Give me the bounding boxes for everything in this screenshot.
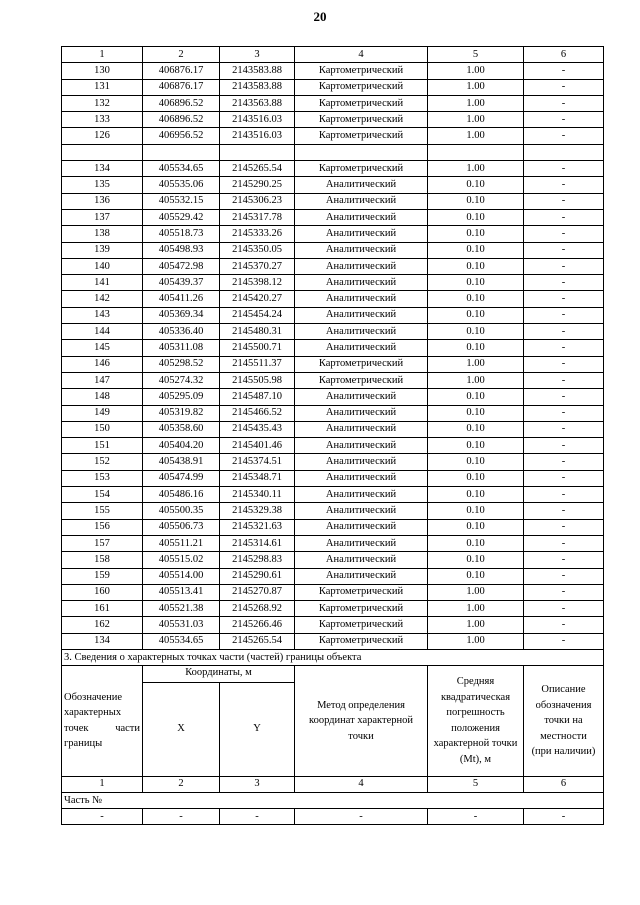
x-coordinate-cell: 405534.65 — [143, 633, 220, 649]
section-header-row — [62, 666, 604, 682]
point-row — [62, 95, 604, 111]
mt-cell: 0.10 — [428, 177, 524, 193]
description-cell: - — [524, 340, 604, 356]
header-mt: Средняя квадратическая погрешность положения характерной точки (Mt), м — [428, 666, 524, 776]
mt-cell: 0.10 — [428, 535, 524, 551]
point-number-cell: 152 — [62, 454, 143, 470]
point-row — [62, 454, 604, 470]
column-number: 1 — [62, 776, 143, 792]
column-number-row — [62, 47, 604, 63]
column-number: 2 — [143, 47, 220, 63]
x-coordinate-cell: 406876.17 — [143, 63, 220, 79]
x-coordinate-cell: 405358.60 — [143, 421, 220, 437]
mt-cell: 1.00 — [428, 372, 524, 388]
header-description: Описание обозначения точки на местности (при наличии) — [524, 666, 604, 776]
x-coordinate-cell: 405311.08 — [143, 340, 220, 356]
mt-cell: 0.10 — [428, 552, 524, 568]
mt-cell: 0.10 — [428, 275, 524, 291]
point-number-cell: 154 — [62, 487, 143, 503]
description-cell: - — [524, 470, 604, 486]
method-cell: Аналитический — [295, 258, 428, 274]
y-coordinate-cell: 2145317.78 — [220, 209, 295, 225]
y-coordinate-cell: 2145266.46 — [220, 617, 295, 633]
y-coordinate-cell: 2145268.92 — [220, 601, 295, 617]
x-coordinate-cell: 406896.52 — [143, 112, 220, 128]
y-coordinate-cell: 2145348.71 — [220, 470, 295, 486]
description-cell: - — [524, 633, 604, 649]
header-method: Метод определения координат характерной точки — [295, 666, 428, 776]
mt-cell: 0.10 — [428, 421, 524, 437]
x-coordinate-cell: 405404.20 — [143, 438, 220, 454]
method-cell: Аналитический — [295, 568, 428, 584]
mt-cell: 1.00 — [428, 633, 524, 649]
x-coordinate-cell: 405532.15 — [143, 193, 220, 209]
description-cell: - — [524, 421, 604, 437]
y-coordinate-cell: 2145290.61 — [220, 568, 295, 584]
point-row — [62, 503, 604, 519]
x-coordinate-cell: 405513.41 — [143, 584, 220, 600]
point-number-cell: 158 — [62, 552, 143, 568]
y-coordinate-cell: 2145290.25 — [220, 177, 295, 193]
point-row — [62, 487, 604, 503]
point-row — [62, 568, 604, 584]
description-cell: - — [524, 209, 604, 225]
point-row — [62, 161, 604, 177]
y-coordinate-cell: 2145321.63 — [220, 519, 295, 535]
point-row — [62, 601, 604, 617]
point-number-cell: 155 — [62, 503, 143, 519]
method-cell: Картометрический — [295, 95, 428, 111]
mt-cell: 0.10 — [428, 503, 524, 519]
point-row — [62, 307, 604, 323]
x-coordinate-cell: 405498.93 — [143, 242, 220, 258]
point-row — [62, 242, 604, 258]
method-cell: Аналитический — [295, 470, 428, 486]
part-label: Часть № — [62, 792, 604, 808]
point-number-cell: 143 — [62, 307, 143, 323]
mt-cell: 1.00 — [428, 356, 524, 372]
point-row — [62, 177, 604, 193]
point-number-cell: 139 — [62, 242, 143, 258]
mt-cell: 0.10 — [428, 324, 524, 340]
x-coordinate-cell: 405474.99 — [143, 470, 220, 486]
empty-cell: - — [220, 809, 295, 825]
x-coordinate-cell: 405511.21 — [143, 535, 220, 551]
point-number-cell: 150 — [62, 421, 143, 437]
description-cell: - — [524, 438, 604, 454]
point-number-cell: 138 — [62, 226, 143, 242]
header-x: X — [143, 682, 220, 776]
x-coordinate-cell: 405319.82 — [143, 405, 220, 421]
mt-cell: 0.10 — [428, 209, 524, 225]
x-coordinate-cell: 406956.52 — [143, 128, 220, 144]
x-coordinate-cell: 405521.38 — [143, 601, 220, 617]
point-number-cell: 132 — [62, 95, 143, 111]
point-row — [62, 291, 604, 307]
empty-cell: - — [295, 809, 428, 825]
mt-cell: 0.10 — [428, 487, 524, 503]
point-number-cell: 151 — [62, 438, 143, 454]
method-cell: Картометрический — [295, 79, 428, 95]
point-row — [62, 405, 604, 421]
empty-cell: - — [428, 809, 524, 825]
method-cell: Аналитический — [295, 177, 428, 193]
mt-cell — [428, 144, 524, 160]
description-cell: - — [524, 372, 604, 388]
description-cell: - — [524, 128, 604, 144]
description-cell: - — [524, 161, 604, 177]
y-coordinate-cell: 2145500.71 — [220, 340, 295, 356]
x-coordinate-cell: 405531.03 — [143, 617, 220, 633]
point-number-cell: 130 — [62, 63, 143, 79]
point-row — [62, 340, 604, 356]
point-row — [62, 79, 604, 95]
x-coordinate-cell: 405514.00 — [143, 568, 220, 584]
x-coordinate-cell: 405506.73 — [143, 519, 220, 535]
mt-cell: 1.00 — [428, 95, 524, 111]
point-row — [62, 617, 604, 633]
method-cell: Аналитический — [295, 487, 428, 503]
mt-cell: 1.00 — [428, 112, 524, 128]
mt-cell: 0.10 — [428, 291, 524, 307]
point-number-cell — [62, 144, 143, 160]
method-cell: Аналитический — [295, 324, 428, 340]
description-cell: - — [524, 568, 604, 584]
mt-cell: 0.10 — [428, 226, 524, 242]
description-cell: - — [524, 242, 604, 258]
method-cell: Картометрический — [295, 356, 428, 372]
point-number-cell: 157 — [62, 535, 143, 551]
point-number-cell: 136 — [62, 193, 143, 209]
point-row — [62, 112, 604, 128]
point-number-cell: 135 — [62, 177, 143, 193]
point-number-cell: 134 — [62, 633, 143, 649]
y-coordinate-cell: 2145329.38 — [220, 503, 295, 519]
method-cell: Аналитический — [295, 552, 428, 568]
mt-cell: 0.10 — [428, 519, 524, 535]
section-column-number-row — [62, 776, 604, 792]
x-coordinate-cell: 405500.35 — [143, 503, 220, 519]
y-coordinate-cell: 2145454.24 — [220, 307, 295, 323]
x-coordinate-cell: 406896.52 — [143, 95, 220, 111]
mt-cell: 1.00 — [428, 584, 524, 600]
method-cell: Картометрический — [295, 128, 428, 144]
point-row — [62, 584, 604, 600]
point-row — [62, 519, 604, 535]
description-cell: - — [524, 601, 604, 617]
x-coordinate-cell: 405534.65 — [143, 161, 220, 177]
description-cell: - — [524, 258, 604, 274]
mt-cell: 0.10 — [428, 568, 524, 584]
description-cell: - — [524, 63, 604, 79]
part-label-row — [62, 792, 604, 808]
mt-cell: 1.00 — [428, 617, 524, 633]
y-coordinate-cell: 2143516.03 — [220, 112, 295, 128]
point-number-cell: 126 — [62, 128, 143, 144]
point-number-cell: 156 — [62, 519, 143, 535]
point-row — [62, 470, 604, 486]
boundary-points-table — [61, 46, 604, 825]
y-coordinate-cell: 2145487.10 — [220, 389, 295, 405]
column-number: 1 — [62, 47, 143, 63]
description-cell: - — [524, 324, 604, 340]
y-coordinate-cell: 2145350.05 — [220, 242, 295, 258]
method-cell: Аналитический — [295, 226, 428, 242]
point-number-cell: 145 — [62, 340, 143, 356]
mt-cell: 0.10 — [428, 405, 524, 421]
x-coordinate-cell: 406876.17 — [143, 79, 220, 95]
point-number-cell: 133 — [62, 112, 143, 128]
x-coordinate-cell: 405439.37 — [143, 275, 220, 291]
point-row — [62, 226, 604, 242]
point-number-cell: 131 — [62, 79, 143, 95]
point-number-cell: 142 — [62, 291, 143, 307]
point-number-cell: 146 — [62, 356, 143, 372]
method-cell: Аналитический — [295, 389, 428, 405]
mt-cell: 0.10 — [428, 258, 524, 274]
page-number: 20 — [313, 9, 327, 24]
x-coordinate-cell: 405295.09 — [143, 389, 220, 405]
empty-cell: - — [524, 809, 604, 825]
y-coordinate-cell: 2145314.61 — [220, 535, 295, 551]
description-cell: - — [524, 552, 604, 568]
point-number-cell: 140 — [62, 258, 143, 274]
point-number-cell: 144 — [62, 324, 143, 340]
description-cell: - — [524, 487, 604, 503]
column-number: 6 — [524, 47, 604, 63]
point-number-cell: 148 — [62, 389, 143, 405]
column-number: 6 — [524, 776, 604, 792]
description-cell: - — [524, 291, 604, 307]
description-cell: - — [524, 535, 604, 551]
x-coordinate-cell: 405298.52 — [143, 356, 220, 372]
method-cell: Аналитический — [295, 405, 428, 421]
description-cell: - — [524, 275, 604, 291]
x-coordinate-cell: 405438.91 — [143, 454, 220, 470]
point-row — [62, 438, 604, 454]
description-cell: - — [524, 307, 604, 323]
mt-cell: 0.10 — [428, 193, 524, 209]
method-cell: Картометрический — [295, 584, 428, 600]
description-cell: - — [524, 177, 604, 193]
point-number-cell: 153 — [62, 470, 143, 486]
description-cell — [524, 144, 604, 160]
point-number-cell: 141 — [62, 275, 143, 291]
point-number-cell: 159 — [62, 568, 143, 584]
x-coordinate-cell: 405535.06 — [143, 177, 220, 193]
mt-cell: 1.00 — [428, 79, 524, 95]
description-cell: - — [524, 226, 604, 242]
description-cell: - — [524, 503, 604, 519]
method-cell: Картометрический — [295, 617, 428, 633]
description-cell: - — [524, 95, 604, 111]
y-coordinate-cell: 2145270.87 — [220, 584, 295, 600]
method-cell: Аналитический — [295, 421, 428, 437]
description-cell: - — [524, 356, 604, 372]
mt-cell: 0.10 — [428, 340, 524, 356]
column-number: 5 — [428, 47, 524, 63]
x-coordinate-cell: 405486.16 — [143, 487, 220, 503]
y-coordinate-cell — [220, 144, 295, 160]
mt-cell: 0.10 — [428, 454, 524, 470]
description-cell: - — [524, 193, 604, 209]
y-coordinate-cell: 2145466.52 — [220, 405, 295, 421]
point-row — [62, 535, 604, 551]
method-cell: Аналитический — [295, 438, 428, 454]
mt-cell: 1.00 — [428, 601, 524, 617]
method-cell: Аналитический — [295, 209, 428, 225]
section-title: 3. Сведения о характерных точках части (частей) границы объекта — [62, 649, 604, 665]
mt-cell: 0.10 — [428, 470, 524, 486]
point-number-cell: 134 — [62, 161, 143, 177]
mt-cell: 1.00 — [428, 128, 524, 144]
point-row — [62, 372, 604, 388]
mt-cell: 0.10 — [428, 389, 524, 405]
mt-cell: 0.10 — [428, 307, 524, 323]
y-coordinate-cell: 2143583.88 — [220, 63, 295, 79]
description-cell: - — [524, 617, 604, 633]
point-row — [62, 275, 604, 291]
x-coordinate-cell: 405411.26 — [143, 291, 220, 307]
empty-cell: - — [62, 809, 143, 825]
y-coordinate-cell: 2145374.51 — [220, 454, 295, 470]
method-cell: Картометрический — [295, 161, 428, 177]
y-coordinate-cell: 2145370.27 — [220, 258, 295, 274]
y-coordinate-cell: 2145420.27 — [220, 291, 295, 307]
description-cell: - — [524, 79, 604, 95]
point-number-cell: 137 — [62, 209, 143, 225]
x-coordinate-cell: 405529.42 — [143, 209, 220, 225]
column-number: 5 — [428, 776, 524, 792]
column-number: 4 — [295, 47, 428, 63]
y-coordinate-cell: 2145435.43 — [220, 421, 295, 437]
method-cell: Аналитический — [295, 340, 428, 356]
point-number-cell: 147 — [62, 372, 143, 388]
point-number-cell: 160 — [62, 584, 143, 600]
y-coordinate-cell: 2145306.23 — [220, 193, 295, 209]
section-title-row — [62, 649, 604, 665]
mt-cell: 1.00 — [428, 161, 524, 177]
description-cell: - — [524, 389, 604, 405]
point-row — [62, 63, 604, 79]
x-coordinate-cell: 405515.02 — [143, 552, 220, 568]
description-cell: - — [524, 454, 604, 470]
point-number-cell: 149 — [62, 405, 143, 421]
method-cell: Аналитический — [295, 307, 428, 323]
empty-data-row — [62, 809, 604, 825]
point-row — [62, 324, 604, 340]
x-coordinate-cell: 405472.98 — [143, 258, 220, 274]
point-row — [62, 552, 604, 568]
column-number: 4 — [295, 776, 428, 792]
x-coordinate-cell: 405369.34 — [143, 307, 220, 323]
y-coordinate-cell: 2145298.83 — [220, 552, 295, 568]
method-cell: Аналитический — [295, 193, 428, 209]
method-cell: Картометрический — [295, 372, 428, 388]
column-number: 3 — [220, 47, 295, 63]
x-coordinate-cell: 405274.32 — [143, 372, 220, 388]
header-y: Y — [220, 682, 295, 776]
method-cell: Аналитический — [295, 242, 428, 258]
column-number: 2 — [143, 776, 220, 792]
mt-cell: 0.10 — [428, 242, 524, 258]
method-cell: Аналитический — [295, 275, 428, 291]
y-coordinate-cell: 2145398.12 — [220, 275, 295, 291]
separator-row — [62, 144, 604, 160]
y-coordinate-cell: 2145480.31 — [220, 324, 295, 340]
y-coordinate-cell: 2145265.54 — [220, 633, 295, 649]
method-cell: Аналитический — [295, 535, 428, 551]
method-cell: Аналитический — [295, 519, 428, 535]
point-number-cell: 162 — [62, 617, 143, 633]
column-number: 3 — [220, 776, 295, 792]
mt-cell: 0.10 — [428, 438, 524, 454]
y-coordinate-cell: 2143563.88 — [220, 95, 295, 111]
point-row — [62, 193, 604, 209]
y-coordinate-cell: 2143516.03 — [220, 128, 295, 144]
x-coordinate-cell — [143, 144, 220, 160]
x-coordinate-cell: 405518.73 — [143, 226, 220, 242]
point-row — [62, 421, 604, 437]
y-coordinate-cell: 2143583.88 — [220, 79, 295, 95]
description-cell: - — [524, 405, 604, 421]
point-row — [62, 128, 604, 144]
description-cell: - — [524, 519, 604, 535]
method-cell: Картометрический — [295, 601, 428, 617]
header-coordinates: Координаты, м — [143, 666, 295, 682]
point-row — [62, 258, 604, 274]
method-cell — [295, 144, 428, 160]
description-cell: - — [524, 112, 604, 128]
point-row — [62, 356, 604, 372]
y-coordinate-cell: 2145265.54 — [220, 161, 295, 177]
mt-cell: 1.00 — [428, 63, 524, 79]
method-cell: Аналитический — [295, 291, 428, 307]
method-cell: Картометрический — [295, 112, 428, 128]
y-coordinate-cell: 2145401.46 — [220, 438, 295, 454]
method-cell: Аналитический — [295, 503, 428, 519]
header-designation: Обозначение характерных точек части границы — [62, 666, 143, 776]
point-row — [62, 633, 604, 649]
point-row — [62, 209, 604, 225]
point-number-cell: 161 — [62, 601, 143, 617]
method-cell: Аналитический — [295, 454, 428, 470]
point-row — [62, 389, 604, 405]
y-coordinate-cell: 2145340.11 — [220, 487, 295, 503]
y-coordinate-cell: 2145333.26 — [220, 226, 295, 242]
x-coordinate-cell: 405336.40 — [143, 324, 220, 340]
method-cell: Картометрический — [295, 633, 428, 649]
y-coordinate-cell: 2145505.98 — [220, 372, 295, 388]
description-cell: - — [524, 584, 604, 600]
y-coordinate-cell: 2145511.37 — [220, 356, 295, 372]
empty-cell: - — [143, 809, 220, 825]
method-cell: Картометрический — [295, 63, 428, 79]
